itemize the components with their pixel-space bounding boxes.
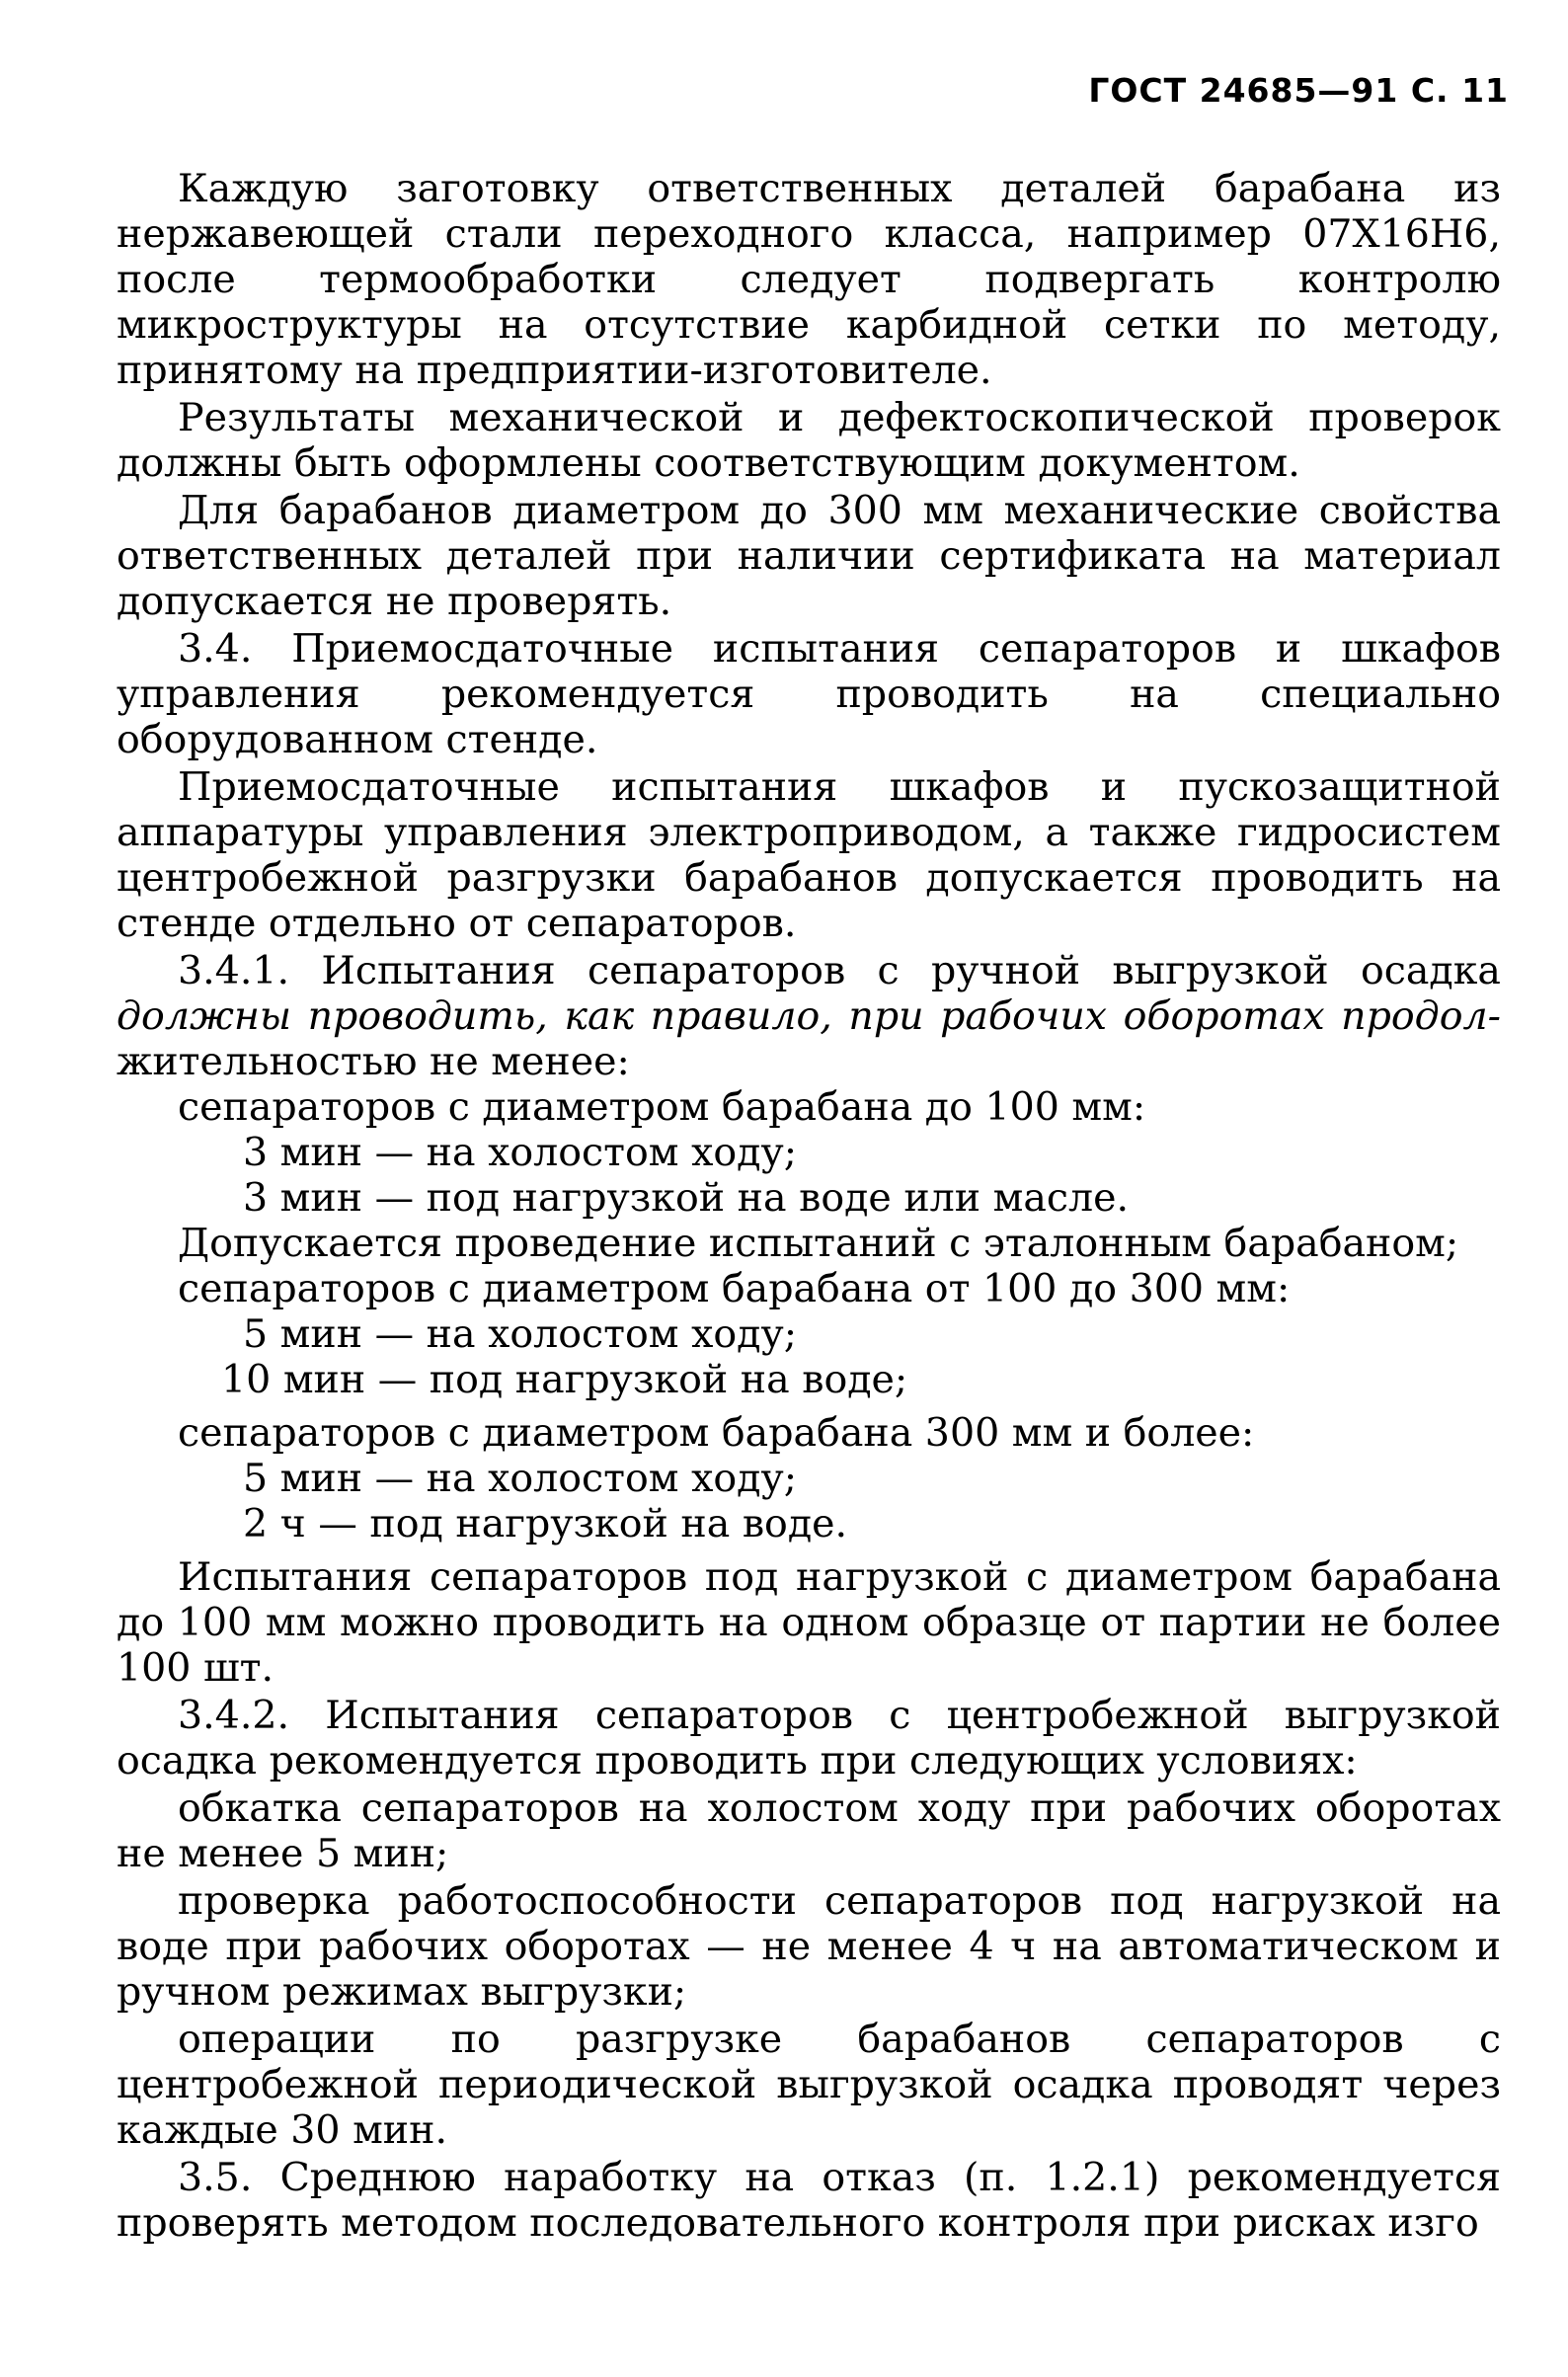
paragraph-test-results: Результаты механической и дефектоскопической проверок должны быть оформлены соответствующим документом. <box>117 395 1501 486</box>
text-line: 3.4.1. Испытания сепараторов с ручной выгрузкой осадка <box>178 948 1501 993</box>
paragraph-3-4: 3.4. Приемосдаточные испытания сепараторов и шкафов управления рекомендуется проводить на специально оборудованном стенде. <box>117 626 1501 762</box>
list-subitem: 2 ч — под нагрузкой на воде. <box>243 1501 848 1546</box>
text-line: жительностью не менее: <box>117 1039 630 1084</box>
paragraph-3-4-2: 3.4.2. Испытания сепараторов с центробежной выгрузкой осадка рекомендуется проводить при следующих условиях: <box>117 1693 1501 1783</box>
list-subitem: 5 мин — на холостом ходу; <box>243 1456 798 1501</box>
list-item: сепараторов с диаметром барабана 300 мм и более: <box>178 1410 1255 1456</box>
paragraph-sample-tests: Испытания сепараторов под нагрузкой с диаметром барабана до 100 мм можно проводить на одном образце от партии не более 100 шт. <box>117 1554 1501 1691</box>
paragraph-small-drums: Для барабанов диаметром до 300 мм механические свойства ответственных деталей при наличии сертификата на материал допускается не проверять. <box>117 488 1501 624</box>
list-item: сепараторов с диаметром барабана от 100 до 300 мм: <box>178 1266 1291 1311</box>
running-header: ГОСТ 24685—91 С. 11 <box>1088 71 1509 110</box>
paragraph-microstructure-control: Каждую заготовку ответственных деталей барабана из нержавеющей стали переходного класса, например 07Х16Н6, после термообработки следует подвергать контролю микроструктуры на отсутствие карбидной сетки по методу, принятому на предприятии-изготовителе. <box>117 166 1501 393</box>
paragraph-load-check: проверка работоспособности сепараторов под нагрузкой на воде при рабочих оборотах — не менее 4 ч на автоматическом и ручном режимах выгрузки; <box>117 1878 1501 2015</box>
body-text <box>117 166 1501 2246</box>
list-subitem: 5 мин — на холостом ходу; <box>243 1311 798 1357</box>
paragraph-3-4-1 <box>117 948 1501 1084</box>
paragraph-stand-tests: Приемосдаточные испытания шкафов и пускозащитной аппаратуры управления электроприводом, а также гидросистем центробежной разгрузки барабанов допускается проводить на стенде отдельно от сепараторов. <box>117 764 1501 946</box>
list-note: Допускается проведение испытаний с эталонным барабаном; <box>178 1221 1459 1266</box>
paragraph-3-5: 3.5. Среднюю наработку на отказ (п. 1.2.1) рекомендуется проверять методом последовательного контроля при рисках изго <box>117 2155 1501 2246</box>
list-item: сепараторов с диаметром барабана до 100 мм: <box>178 1084 1146 1130</box>
list-subitem: 3 мин — под нагрузкой на воде или масле. <box>243 1175 1130 1221</box>
list-subitem: 3 мин — на холостом ходу; <box>243 1130 798 1175</box>
list-subitem: 10 мин — под нагрузкой на воде; <box>221 1357 908 1402</box>
text-line-italic: должны проводить, как правило, при рабочих оборотах продол- <box>117 993 1501 1039</box>
paragraph-idle-run: обкатка сепараторов на холостом ходу при рабочих оборотах не менее 5 мин; <box>117 1785 1501 1876</box>
paragraph-discharge-ops: операции по разгрузке барабанов сепараторов с центробежной периодической выгрузкой осадка проводят через каждые 30 мин. <box>117 2017 1501 2153</box>
